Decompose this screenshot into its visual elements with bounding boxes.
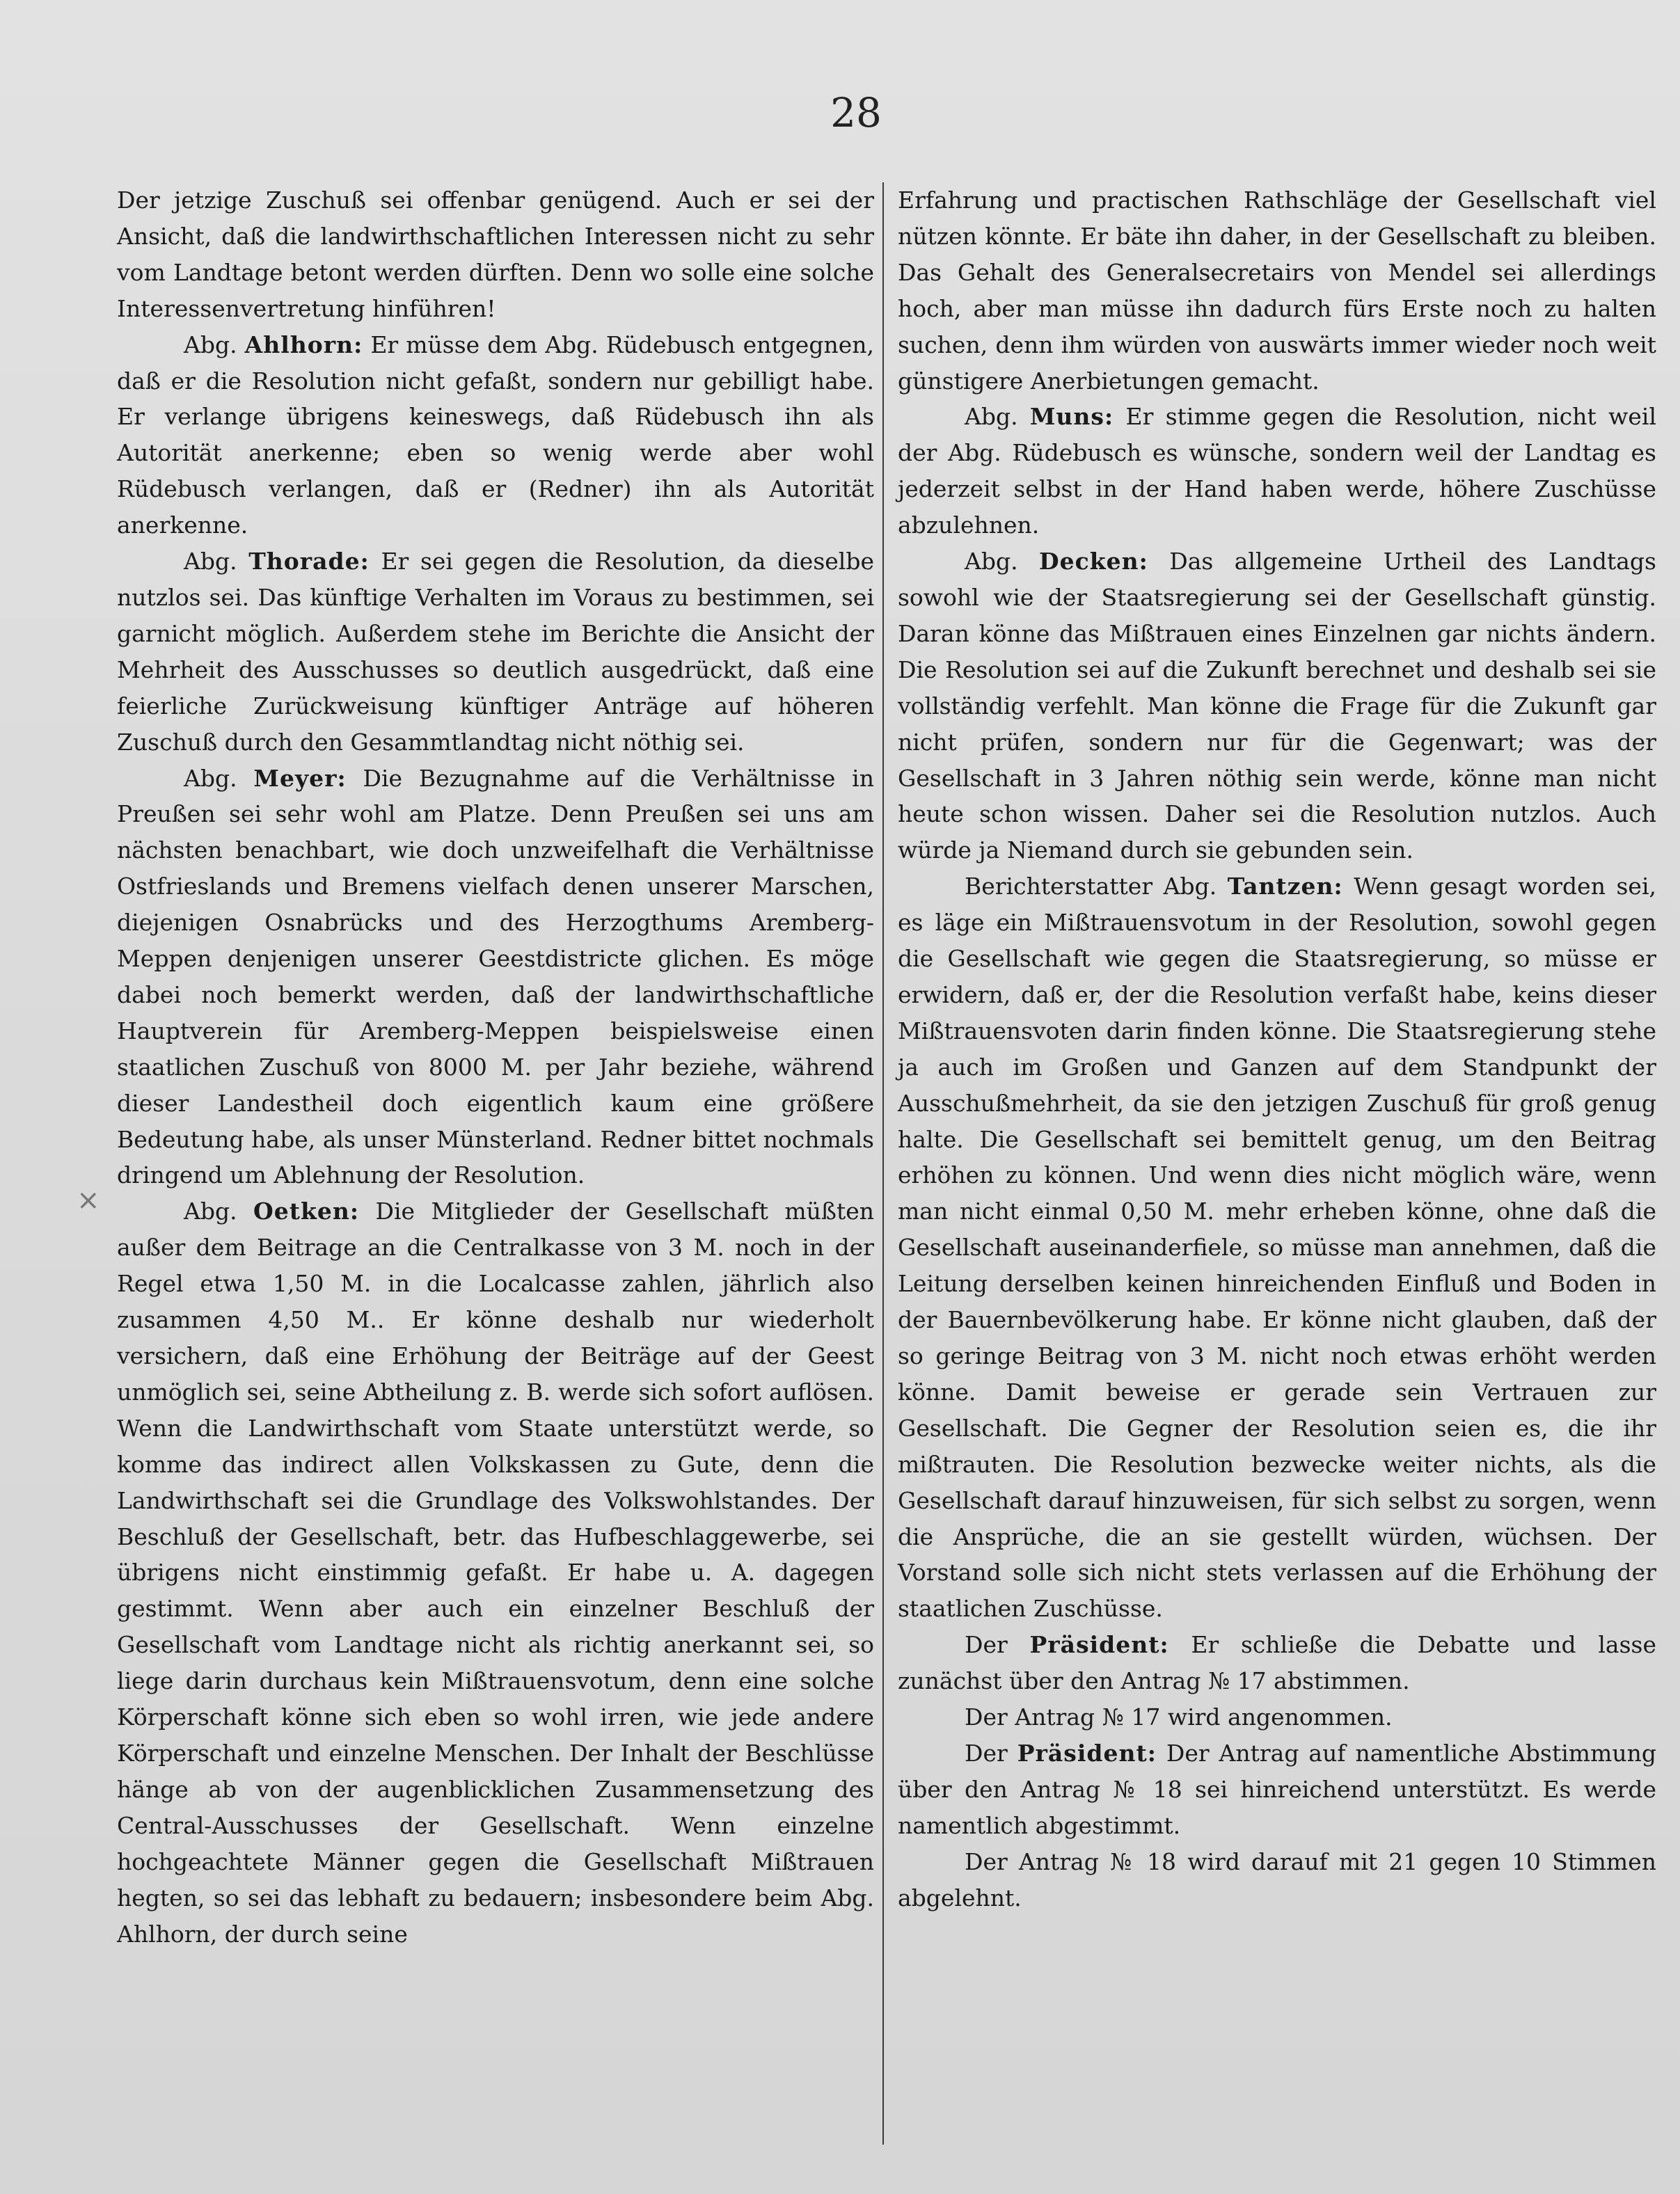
speaker-name: Präsident: [1029,1631,1169,1659]
speaker-prefix: Abg. [184,764,237,792]
paragraph [117,1193,874,1952]
paragraph-text: Das allgemeine Urtheil des Landtags sowohl wie der Staatsregierung sei der Gesellschaft günstig. Daran könne das Mißtrauen eines Einzelnen gar nichts ändern. Die Resolution sei auf die Zukunft berechnet und deshalb sei sie vollständig verfehlt. Man könne die Frage für die Zukunft gar nicht prüfen, sondern nur für die Gegenwart; was der Gesellschaft in 3 Jahren nöthig sein werde, könne man nicht heute schon wissen. Daher sei die Resolution nutzlos. Auch würde ja Niemand durch sie gebunden sein. [898,548,1656,864]
speaker-prefix: Abg. [184,548,237,575]
speaker-name: Decken: [1039,548,1148,575]
paragraph-text: Er schließe die Debatte und lasse zunächst über den Antrag № 17 abstimmen. [898,1631,1656,1695]
paragraph [117,182,874,327]
paragraph [898,182,1656,399]
margin-mark: × [77,1184,100,1216]
speaker-prefix: Abg. [965,403,1018,431]
paragraph [117,327,874,543]
paragraph-text: Erfahrung und practischen Rathschläge der Gesellschaft viel nützen könnte. Er bäte ihn daher, in der Gesellschaft zu bleiben. Das Gehalt des Generalsecretairs von Mendel sei allerdings hoch, aber man müsse ihn dadurch fürs Erste noch zu halten suchen, denn ihm würden von auswärts immer wieder noch weit günstigere Anerbietungen gemacht. [898,186,1656,395]
paragraph [898,868,1656,1627]
column-divider [882,182,884,2145]
paragraph-text: Der Antrag auf namentliche Abstimmung über den Antrag № 18 sei hinreichend unterstützt. Es werde namentlich abgestimmt. [898,1739,1657,1839]
paragraph-text: Die Mitglieder der Gesellschaft müßten außer dem Beitrage an die Centralkasse von 3 M. noch in der Regel etwa 1,50 M. in die Localcasse zahlen, jährlich also zusammen 4,50 M.. Er könne deshalb nur wiederholt versichern, daß eine Erhöhung der Beiträge auf der Geest unmöglich sei, seine Abtheilung z. B. werde sich sofort auflösen. Wenn die Landwirthschaft vom Staate unterstützt werde, so komme das indirect allen Volkskassen zu Gute, denn die Landwirthschaft sei die Grundlage des Volkswohlstandes. Der Beschluß der Gesellschaft, betr. das Hufbeschlaggewerbe, sei übrigens nicht einstimmig gefaßt. Er habe u. A. dagegen gestimmt. Wenn aber auch ein einzelner Beschluß der Gesellschaft vom Landtage nicht als richtig anerkannt sei, so liege darin durchaus kein Mißtrauensvotum, denn eine solche Körperschaft könne sich eben so wohl irren, wie jede andere Körperschaft und einzelne Menschen. Der Inhalt der Beschlüsse hänge ab von der augenblicklichen Zusammensetzung des Central-Ausschusses der Gesellschaft. Wenn einzelne hochgeachtete Männer gegen die Gesellschaft Mißtrauen hegten, so sei das lebhaft zu bedauern; insbesondere beim Abg. Ahlhorn, der durch seine [117,1198,874,1948]
paragraph [117,761,874,1194]
speaker-prefix: Der [965,1739,1008,1767]
paragraph [898,1627,1656,1699]
paragraph-text: Wenn gesagt worden sei, es läge ein Mißtrauensvotum in der Resolution, sowohl gegen die Gesellschaft wie gegen die Staatsregierung, so müsse er erwidern, daß er, der die Resolution verfaßt habe, keins dieser Mißtrauensvoten darin finden könne. Die Staatsregierung stehe ja auch im Großen und Ganzen auf dem Standpunkt der Ausschußmehrheit, da sie den jetzigen Zuschuß für groß genug halte. Die Gesellschaft sei bemittelt genug, um den Beitrag erhöhen zu können. Und wenn dies nicht möglich wäre, wenn man nicht einmal 0,50 M. mehr erheben könne, ohne daß die Gesellschaft auseinanderfiele, so müsse man annehmen, daß die Leitung derselben keinen hinreichenden Einfluß und Boden in der Bauernbevölkerung habe. Er könne nicht glauben, daß der so geringe Beitrag von 3 M. nicht noch etwas erhöht werden könne. Damit beweise er gerade sein Vertrauen zur Gesellschaft. Die Gegner der Resolution seien es, die ihr mißtrauten. Die Resolution bezwecke weiter nichts, als die Gesellschaft darauf hinzuweisen, für sich selbst zu sorgen, wenn die Ansprüche, die an sie gestellt würden, wüchsen. Der Vorstand solle sich nicht stets verlassen auf die Erhöhung der staatlichen Zuschüsse. [898,873,1656,1623]
speaker-name: Ahlhorn: [244,331,363,358]
speaker-prefix: Abg. [965,548,1018,575]
speaker-name: Thorade: [248,548,370,575]
speaker-name: Meyer: [253,764,347,792]
paragraph-text: Er sei gegen die Resolution, da dieselbe nutzlos sei. Das künftige Verhalten im Voraus zu bestimmen, sei garnicht möglich. Außerdem stehe im Berichte die Ansicht der Mehrheit des Ausschusses so deutlich ausgedrückt, daß eine feierliche Zurückweisung künftiger Anträge auf höheren Zuschuß durch den Gesammtlandtag nicht nöthig sei. [117,548,874,756]
paragraph-text: Der Antrag № 18 wird darauf mit 21 gegen 10 Stimmen abgelehnt. [898,1847,1656,1911]
paragraph-text: Der jetzige Zuschuß sei offenbar genügend. Auch er sei der Ansicht, daß die landwirthschaftlichen Interessen nicht zu sehr vom Landtage betont werden dürften. Denn wo solle eine solche Interessenvertretung hinführen! [117,186,874,322]
speaker-name: Präsident: [1017,1739,1157,1767]
speaker-prefix: Berichterstatter Abg. [965,873,1217,900]
speaker-prefix: Abg. [184,1198,237,1225]
right-column [898,182,1656,1916]
speaker-prefix: Abg. [184,331,237,358]
speaker-prefix: Der [965,1631,1008,1659]
speaker-name: Tantzen: [1227,873,1343,900]
speaker-name: Muns: [1029,403,1114,431]
paragraph [898,1699,1656,1735]
paragraph [898,543,1656,868]
paragraph-text: Er müsse dem Abg. Rüdebusch entgegnen, daß er die Resolution nicht gefaßt, sondern nur gebilligt habe. Er verlange übrigens keineswegs, daß Rüdebusch ihn als Autorität anerkenne; eben so wenig werde aber wohl Rüdebusch verlangen, daß er (Redner) ihn als Autorität anerkenne. [117,331,874,539]
paragraph [898,1844,1656,1916]
page-number: 28 [830,89,882,136]
paragraph-text: Der Antrag № 17 wird angenommen. [965,1703,1393,1731]
paragraph [898,399,1656,543]
left-column [117,182,874,1952]
paragraph [117,543,874,760]
paragraph-text: Er stimme gegen die Resolution, nicht weil der Abg. Rüdebusch es wünsche, sondern weil der Landtag es jederzeit selbst in der Hand haben werde, höhere Zuschüsse abzulehnen. [898,403,1656,539]
speaker-name: Oetken: [253,1198,360,1225]
paragraph [898,1735,1656,1844]
paragraph-text: Die Bezugnahme auf die Verhältnisse in Preußen sei sehr wohl am Platze. Denn Preußen sei uns am nächsten benachbart, wie doch unzweifelhaft die Verhältnisse Ostfrieslands und Bremens vielfach denen unserer Marschen, diejenigen Osnabrücks und des Herzogthums Aremberg-Meppen denjenigen unserer Geestdistricte glichen. Es möge dabei noch bemerkt werden, daß der landwirthschaftliche Hauptverein für Aremberg-Meppen beispielsweise einen staatlichen Zuschuß von 8000 M. per Jahr beziehe, während dieser Landestheil doch eigentlich kaum eine größere Bedeutung habe, als unser Münsterland. Redner bittet nochmals dringend um Ablehnung der Resolution. [117,764,874,1189]
